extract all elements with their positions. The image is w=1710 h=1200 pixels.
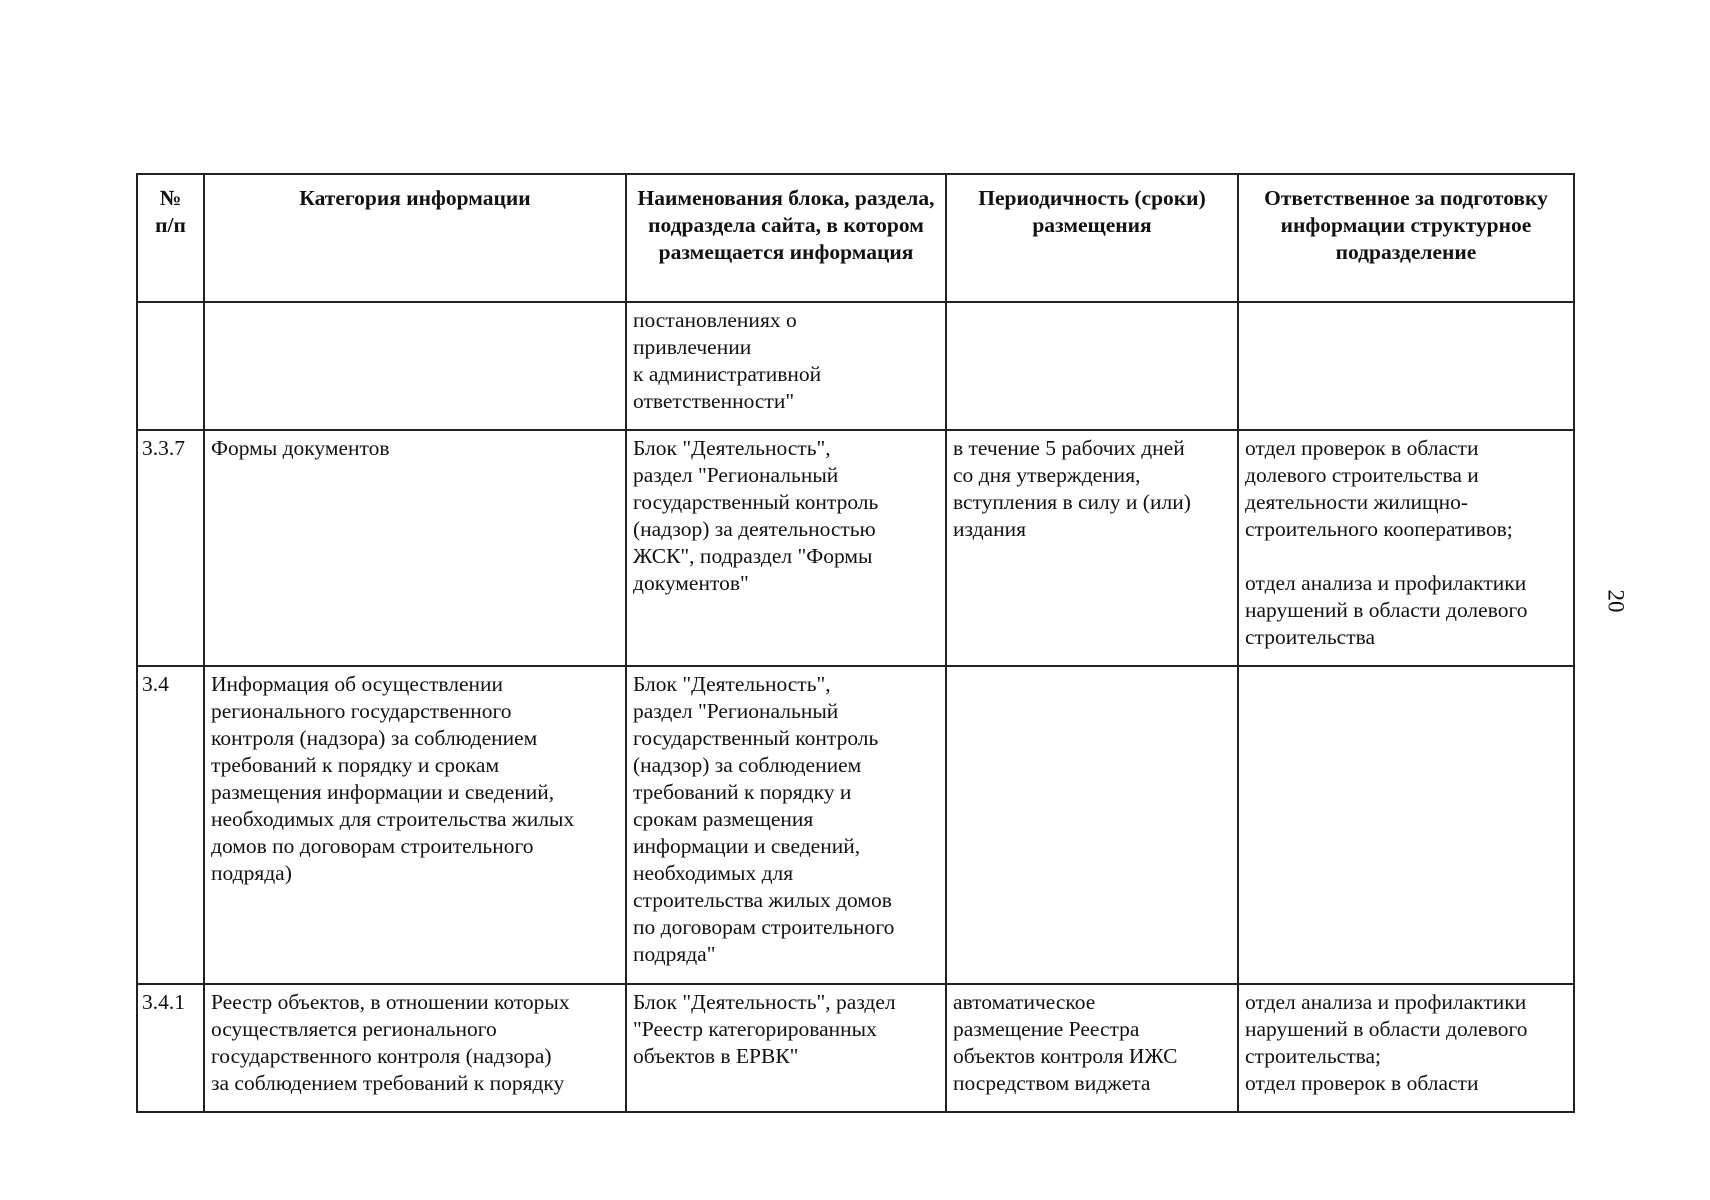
header-period: Периодичность (сроки) размещения <box>946 174 1238 302</box>
responsible-paragraph: отдел анализа и профилактики нарушений в области долевого строительства <box>1245 571 1528 649</box>
cell-responsible <box>1238 430 1574 666</box>
cell-period: автоматическое размещение Реестра объектов контроля ИЖС посредством виджета <box>946 984 1238 1112</box>
info-table <box>136 173 1575 1113</box>
cell-period <box>946 302 1238 430</box>
cell-block: Блок "Деятельность", раздел "Региональный государственный контроль (надзор) за деятельностью ЖСК", подраздел "Формы документов" <box>626 430 946 666</box>
cell-number: 3.3.7 <box>137 430 204 666</box>
header-block: Наименования блока, раздела, подраздела сайта, в котором размещается информация <box>626 174 946 302</box>
cell-category: Формы документов <box>204 430 626 666</box>
cell-category: Реестр объектов, в отношении которых осуществляется регионального государственного контроля (надзора) за соблюдением требований к порядку <box>204 984 626 1112</box>
cell-block: Блок "Деятельность", раздел "Региональный государственный контроль (надзор) за соблюдением требований к порядку и срокам размещения информации и сведений, необходимых для строительства жилых домов по договорам строительного подряда" <box>626 666 946 984</box>
header-responsible: Ответственное за подготовку информации структурное подразделение <box>1238 174 1574 302</box>
paragraph-gap <box>1245 543 1567 570</box>
table-row <box>137 984 1574 1112</box>
cell-category <box>204 302 626 430</box>
cell-category: Информация об осуществлении регионального государственного контроля (надзора) за соблюдением требований к порядку и срокам размещения информации и сведений, необходимых для строительства жилых домов по договорам строительного подряда) <box>204 666 626 984</box>
table-row <box>137 302 1574 430</box>
header-number: № п/п <box>137 174 204 302</box>
header-category: Категория информации <box>204 174 626 302</box>
cell-responsible <box>1238 302 1574 430</box>
page-number: 20 <box>1603 589 1629 613</box>
cell-block: постановлениях о привлечении к административной ответственности" <box>626 302 946 430</box>
cell-period <box>946 666 1238 984</box>
table-row <box>137 666 1574 984</box>
cell-block: Блок "Деятельность", раздел "Реестр категорированных объектов в ЕРВК" <box>626 984 946 1112</box>
cell-period: в течение 5 рабочих дней со дня утверждения, вступления в силу и (или) издания <box>946 430 1238 666</box>
cell-number <box>137 302 204 430</box>
responsible-paragraph: отдел проверок в области долевого строительства и деятельности жилищно- строительного кооперативов; <box>1245 436 1513 541</box>
cell-responsible <box>1238 666 1574 984</box>
table-row <box>137 430 1574 666</box>
cell-number: 3.4 <box>137 666 204 984</box>
table-header-row <box>137 174 1574 302</box>
cell-responsible: отдел анализа и профилактики нарушений в области долевого строительства; отдел проверок в области <box>1238 984 1574 1112</box>
cell-number: 3.4.1 <box>137 984 204 1112</box>
